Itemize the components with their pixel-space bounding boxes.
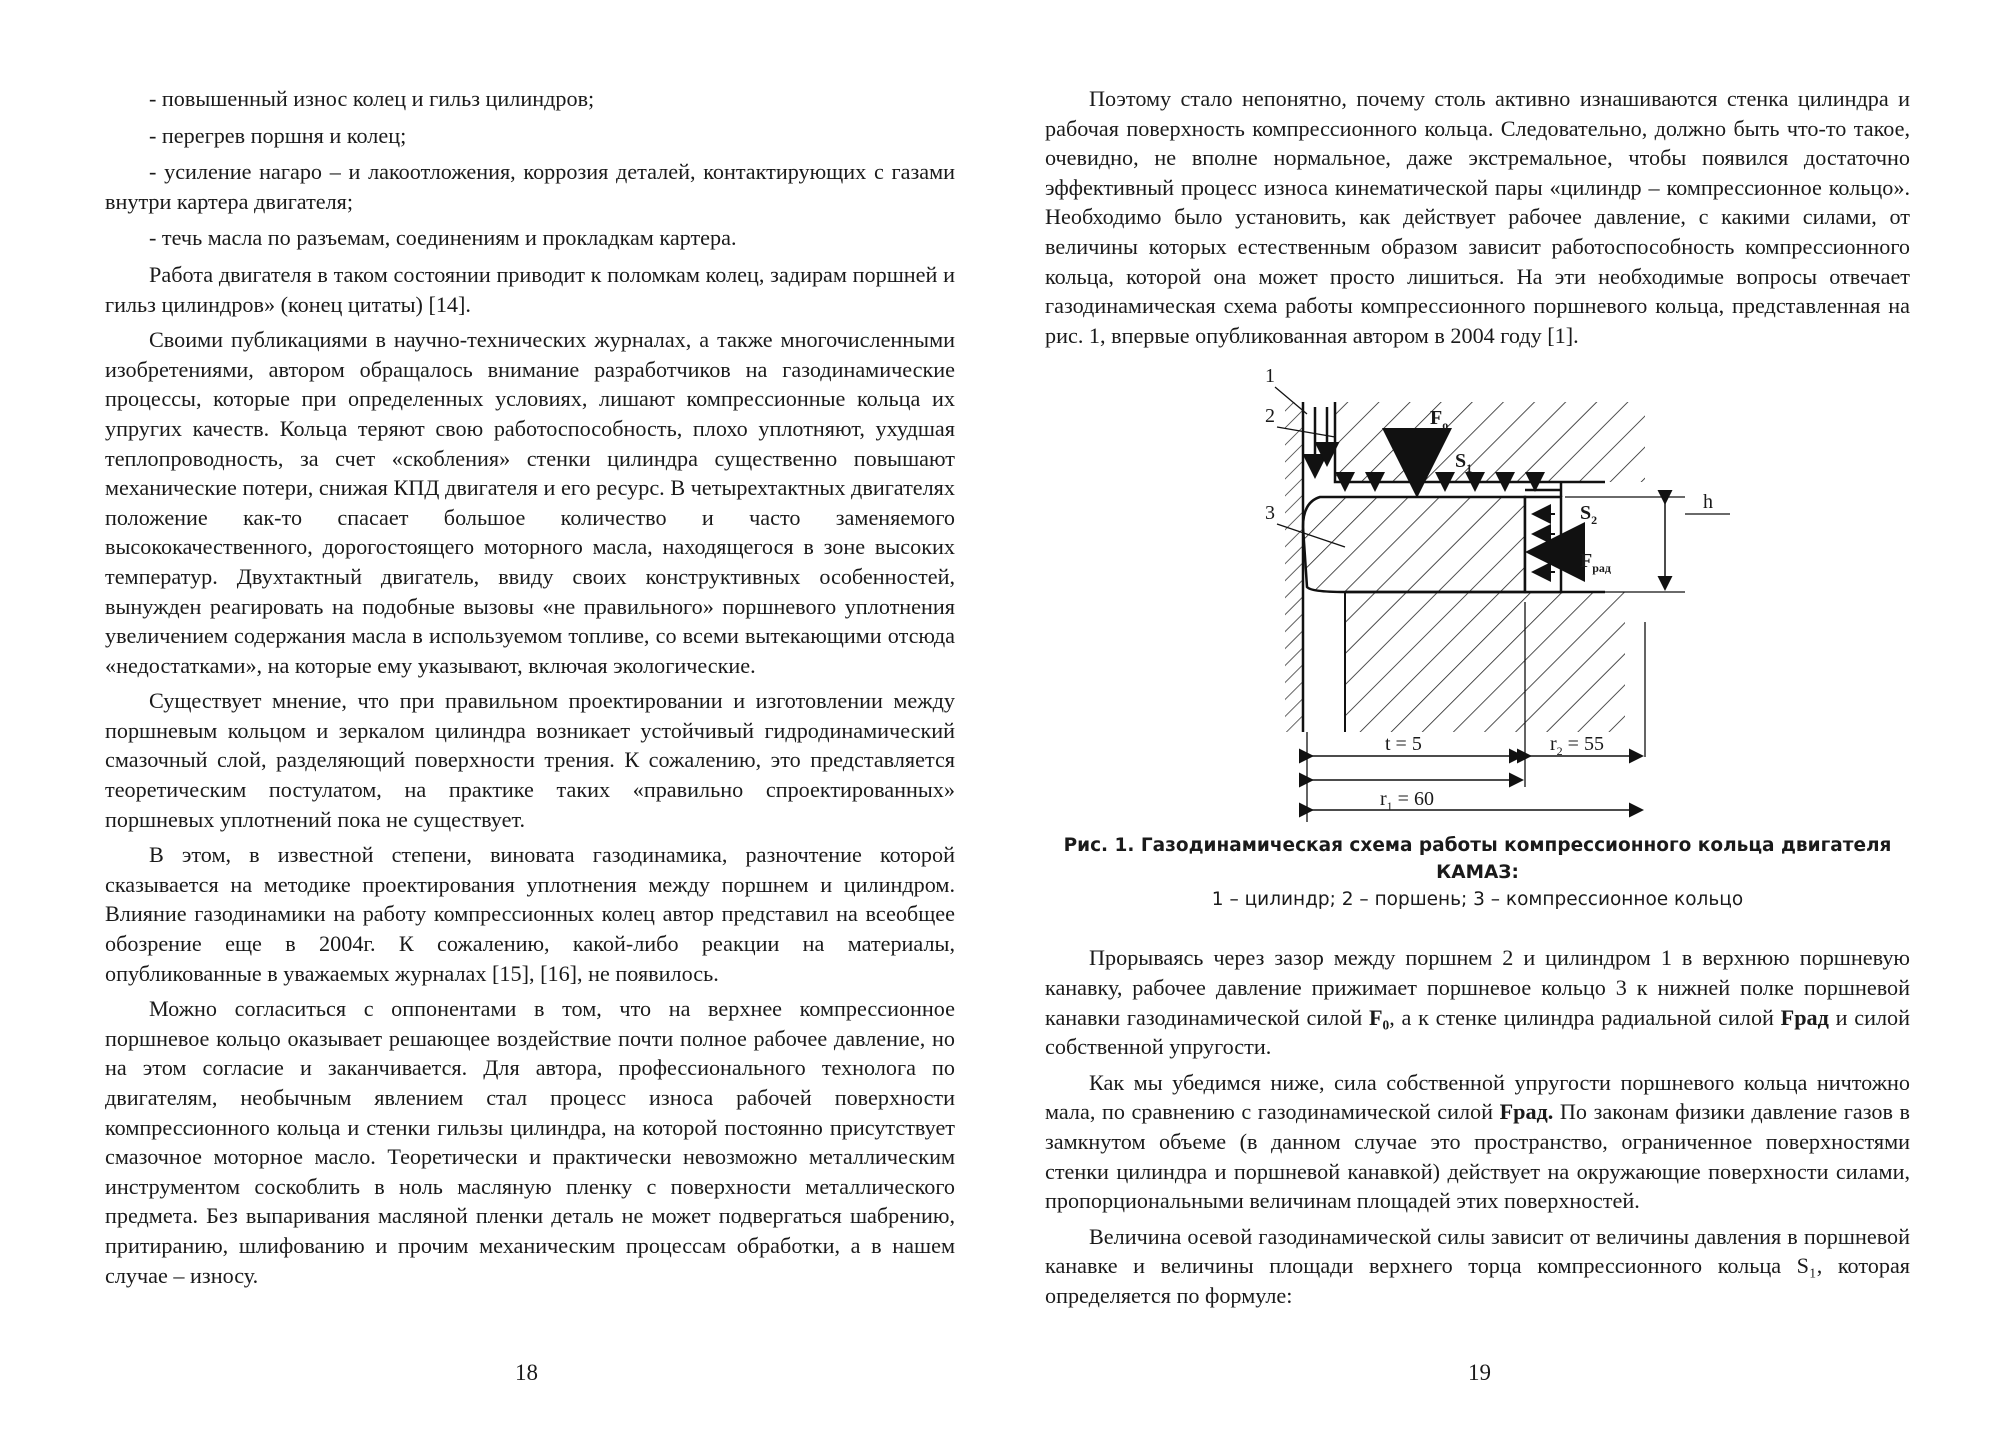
label-piston-number: 2 <box>1265 405 1275 428</box>
paragraph: Своими публикациями в научно-технических журналах, а также многочисленными изобретениями, автором обращалось внимание разработчиков на газодинамические процессы, которые при определенных условиях, лишают компрессионные кольца их упругих качеств. Кольца теряют свою работоспособность, плохо уплотняют, ухудшая теплопроводность, за счет «скобления» стенки цилиндра существенно повышают механические потери, снижая КПД двигателя и его ресурс. В четырехтактных двигателях положение как-то спасает большое количество и часто заменяемого высококачественного, дорогостоящего моторного масла, находящегося в зоне высоких температур. Двухтактный двигатель, ввиду своих конструктивных особенностей, вынужден реагировать на подобные вызовы «не правильного» поршневого уплотнения увеличением содержания масла в используемом топливе, со всеми вытекающими отсюда «недостатками», на которые ему указывают, включая экологические. <box>105 327 955 678</box>
list-item: - течь масла по разъемам, соединениям и прокладкам картера. <box>149 225 737 251</box>
page-number: 18 <box>515 1360 538 1385</box>
label-r2: r <box>1550 733 1557 756</box>
right-page <box>1000 0 2000 1447</box>
svg-text:r1 = 60 <box>1380 788 1434 813</box>
symbol-f0: F₀ <box>1369 1004 1390 1030</box>
label-r1: r <box>1380 788 1387 811</box>
list-item: - усиление нагаро – и лакоотложения, коррозия деталей, контактирующих с газами внутри картера двигателя; <box>105 159 955 214</box>
paragraph: Можно согласиться с оппонентами в том, что на верхнее компрессионное поршневое кольцо оказывает решающее воздействие почти полное рабочее давление, но на этом согласие и заканчивается. Для автора, профессионального технолога по двигателям, необычным явлением стал процесс износа рабочей поверхности компрессионного кольца и стенки гильзы цилиндра, на которой постоянно присутствует смазочное моторное масло. Теоретически и практически невозможно металлическим инструментом соскоблить в ноль масляную пленку с поверхности металлического предмета. Без выпаривания масляной пленки деталь не может подвергаться шабрению, притиранию, шлифованию и прочим механическим процессам обработки, а в нашем случае – износу. <box>105 996 955 1288</box>
paragraph: В этом, в известной степени, виновата газодинамика, разночтение которой сказывается на методике проектирования уплотнения между поршнем и цилиндром. Влияние газодинамики на работу компрессионных колец автор представил на всеобщее обозрение еще в 2004г. К сожалению, какой-либо реакции на материалы, опубликованные в уважаемых журналах [15], [16], не появилось. <box>105 842 955 986</box>
right-text-column <box>1045 84 1910 1316</box>
piston-top-land <box>1315 402 1645 482</box>
paragraph: Величина осевой газодинамической силы зависит от величины давления в поршневой канавке и величины площади верхнего торца компрессионного кольца S₁, которая определяется по формуле: <box>1045 1223 1910 1308</box>
symbol-frad: Fрад <box>1780 1004 1829 1030</box>
paragraph: Поэтому стало непонятно, почему столь активно изнашиваются стенка цилиндра и рабочая поверхность компрессионного кольца. Следовательно, должно быть что-то такое, очевидно, не вполне нормальное, даже экстремальное, чтобы появился достаточно эффективный процесс износа кинематической пары «цилиндр – компрессионное кольцо». Необходимо было установить, как действует рабочее давление, с какими силами, от величины которых естественным образом зависит работоспособность компрессионного кольца, которой она может просто лишиться. На эти необходимые вопросы отвечает газодинамическая схема работы компрессионного поршневого кольца, представленная на рис. 1, впервые опубликованная автором в 2004 году [1]. <box>1045 86 1910 348</box>
svg-text:Fрад <box>1580 550 1611 575</box>
text-run: Прорываясь через зазор между поршнем 2 и цилиндром 1 в верхнюю поршневую канавку, рабочее давление прижимает поршневое кольцо 3 к нижней полке поршневой канавки газодинамической силой <box>1045 945 1910 1030</box>
svg-text:r2 = 55 <box>1550 733 1604 758</box>
label-s1: S <box>1455 450 1467 473</box>
list-item: - повышенный износ колец и гильз цилиндров; <box>149 86 595 111</box>
paragraph: Существует мнение, что при правильном проектировании и изготовлении между поршневым кольцом и зеркалом цилиндра возникает устойчивый гидродинамический смазочный слой, разделяющий поверхности трения. К сожалению, это представляется теоретическим постулатом, на практике таких «правильно спроектированных» поршневых уплотнений пока не существует. <box>105 688 955 832</box>
label-r1-val: = 60 <box>1392 788 1434 811</box>
text-run: Как мы убедимся ниже, сила собственной упругости поршневого кольца ничтожно мала, по сравнению с газодинамической силой <box>1045 1069 1910 1125</box>
compression-ring <box>1303 482 1561 592</box>
label-s2: S <box>1580 502 1592 525</box>
figure-gas-dynamic-scheme <box>1045 362 1910 832</box>
list-item: - перегрев поршня и колец; <box>149 122 407 148</box>
label-ring-number: 3 <box>1265 502 1275 525</box>
paragraph <box>1045 1068 1910 1216</box>
text-run: , а к стенке цилиндра радиальной силой <box>1389 1004 1781 1030</box>
label-r2-sub: 2 <box>1556 744 1563 759</box>
label-r2-val: = 55 <box>1562 733 1604 756</box>
figure-caption-title: Рис. 1. Газодинамическая схема работы компрессионного кольца двигателя КАМАЗ: <box>1063 835 1892 884</box>
symbol-frad: Fрад. <box>1499 1099 1554 1125</box>
label-r1-sub: 1 <box>1386 799 1393 814</box>
label-s1-sub: 1 <box>1466 461 1473 476</box>
label-f0-sub: o <box>1442 418 1449 433</box>
label-frad: F <box>1580 550 1593 573</box>
piston-body <box>1345 592 1625 732</box>
text-run: По законам физики давление газов в замкнутом объеме (в данном случае это пространство, ограниченное поверхностями стенки цилиндра и поршневой канавкой) действует на окружающие поверхности силами, пропорциональными величинам площадей этих поверхностей. <box>1045 1099 1910 1214</box>
label-f0: F <box>1430 407 1443 430</box>
label-frad-sub: рад <box>1592 561 1611 576</box>
figure-caption <box>1045 832 1910 913</box>
paragraph <box>1045 943 1910 1061</box>
text-run: и силой собственной упругости. <box>1045 1004 1910 1060</box>
figure-caption-legend: 1 – цилиндр; 2 – поршень; 3 – компрессионное кольцо <box>1211 889 1744 911</box>
svg-text:S2 <box>1580 502 1597 527</box>
label-h: h <box>1703 491 1713 514</box>
page-number: 19 <box>1468 1360 1491 1385</box>
paragraph: Работа двигателя в таком состоянии приводит к поломкам колец, задирам поршней и гильз цилиндров» (конец цитаты) [14]. <box>105 261 955 317</box>
label-t: t = 5 <box>1385 733 1422 756</box>
label-cylinder-number: 1 <box>1265 365 1275 388</box>
label-s2-sub: 2 <box>1591 513 1598 528</box>
left-text-column <box>105 84 955 1296</box>
ring-diagram <box>1045 362 1910 832</box>
cylinder-wall <box>1285 402 1303 732</box>
